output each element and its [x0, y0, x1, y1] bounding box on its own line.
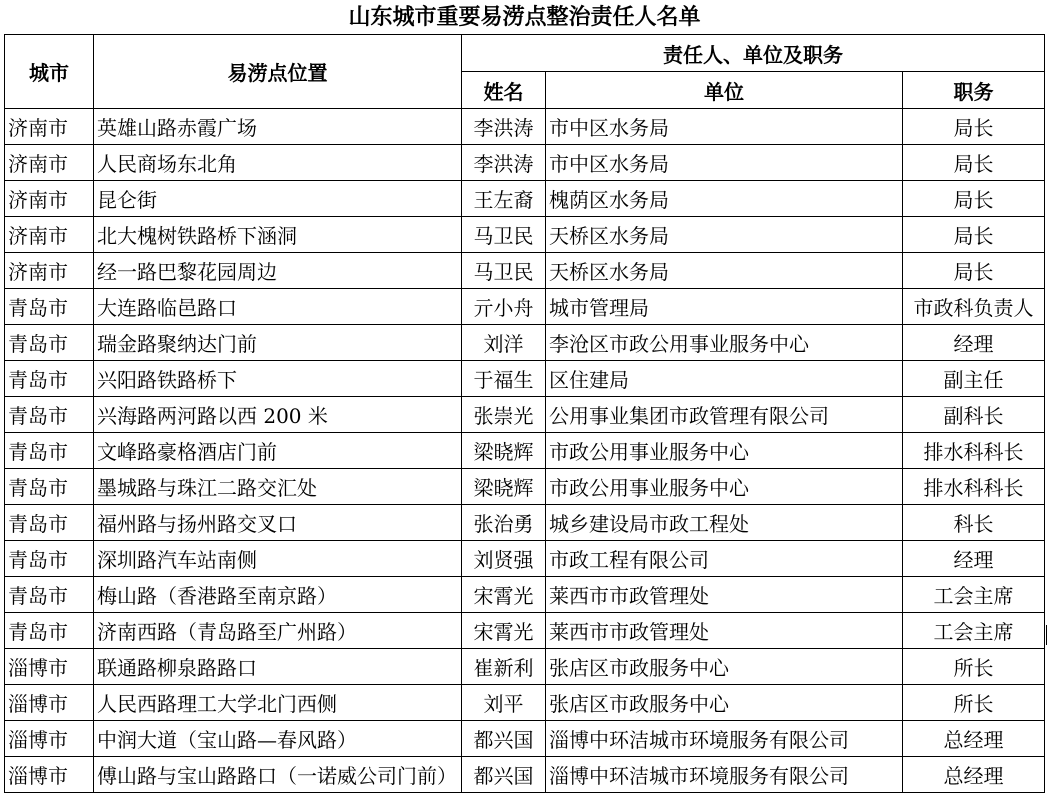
table-row [5, 181, 1045, 217]
cell-name: 亓小舟 [462, 289, 546, 325]
cell-position: 局长 [903, 217, 1045, 253]
table-row [5, 469, 1045, 505]
cell-location: 大连路临邑路口 [94, 289, 462, 325]
cell-location: 经一路巴黎花园周边 [94, 253, 462, 289]
table-row [5, 613, 1045, 649]
cell-name: 宋霄光 [462, 613, 546, 649]
cell-position: 副科长 [903, 397, 1045, 433]
table-row [5, 109, 1045, 145]
cell-name: 都兴国 [462, 721, 546, 757]
header-location: 易涝点位置 [94, 35, 462, 109]
cell-name: 李洪涛 [462, 109, 546, 145]
cell-unit: 城市管理局 [546, 289, 903, 325]
cell-location: 傅山路与宝山路路口（一诺威公司门前） [94, 757, 462, 793]
header-position: 职务 [903, 72, 1045, 109]
cell-location: 兴海路两河路以西 200 米 [94, 397, 462, 433]
cell-city: 青岛市 [5, 289, 94, 325]
cell-city: 济南市 [5, 181, 94, 217]
cell-position: 局长 [903, 109, 1045, 145]
table-row [5, 649, 1045, 685]
cell-location: 福州路与扬州路交叉口 [94, 505, 462, 541]
cell-name: 宋霄光 [462, 577, 546, 613]
header-name: 姓名 [462, 72, 546, 109]
cell-unit: 天桥区水务局 [546, 253, 903, 289]
cell-unit: 城乡建设局市政工程处 [546, 505, 903, 541]
cell-unit: 市中区水务局 [546, 109, 903, 145]
cell-location: 兴阳路铁路桥下 [94, 361, 462, 397]
cell-unit: 区住建局 [546, 361, 903, 397]
cell-name: 张治勇 [462, 505, 546, 541]
table-row [5, 685, 1045, 721]
cell-location: 梅山路（香港路至南京路） [94, 577, 462, 613]
table-row [5, 397, 1045, 433]
cell-city: 青岛市 [5, 397, 94, 433]
cell-name: 刘贤强 [462, 541, 546, 577]
table-row [5, 541, 1045, 577]
cell-city: 青岛市 [5, 577, 94, 613]
cell-name: 刘平 [462, 685, 546, 721]
cell-position: 工会主席 [903, 613, 1045, 649]
table-row [5, 505, 1045, 541]
table-body [5, 109, 1045, 793]
cell-position: 局长 [903, 145, 1045, 181]
cell-name: 刘洋 [462, 325, 546, 361]
cell-position: 排水科科长 [903, 469, 1045, 505]
cell-location: 人民西路理工大学北门西侧 [94, 685, 462, 721]
cell-position: 排水科科长 [903, 433, 1045, 469]
cell-unit: 市政公用事业服务中心 [546, 433, 903, 469]
header-unit: 单位 [546, 72, 903, 109]
cell-city: 淄博市 [5, 649, 94, 685]
cell-unit: 天桥区水务局 [546, 217, 903, 253]
table-row [5, 361, 1045, 397]
cell-position: 经理 [903, 541, 1045, 577]
cell-location: 联通路柳泉路路口 [94, 649, 462, 685]
cell-city: 济南市 [5, 217, 94, 253]
cell-location: 昆仑街 [94, 181, 462, 217]
cell-city: 济南市 [5, 145, 94, 181]
cell-position: 局长 [903, 253, 1045, 289]
cell-position: 总经理 [903, 721, 1045, 757]
table-row [5, 217, 1045, 253]
cell-city: 淄博市 [5, 685, 94, 721]
cell-city: 青岛市 [5, 469, 94, 505]
header-city: 城市 [5, 35, 94, 109]
cell-city: 青岛市 [5, 361, 94, 397]
table-row [5, 325, 1045, 361]
cell-unit: 淄博中环洁城市环境服务有限公司 [546, 757, 903, 793]
cell-location: 瑞金路聚纳达门前 [94, 325, 462, 361]
cell-name: 王左裔 [462, 181, 546, 217]
cell-name: 马卫民 [462, 217, 546, 253]
cell-unit: 槐荫区水务局 [546, 181, 903, 217]
cell-city: 淄博市 [5, 757, 94, 793]
cell-unit: 莱西市市政管理处 [546, 613, 903, 649]
cell-position: 所长 [903, 685, 1045, 721]
cell-unit: 市中区水务局 [546, 145, 903, 181]
cell-unit: 李沧区市政公用事业服务中心 [546, 325, 903, 361]
cell-unit: 张店区市政服务中心 [546, 685, 903, 721]
cell-name: 崔新利 [462, 649, 546, 685]
cell-name: 李洪涛 [462, 145, 546, 181]
cell-name: 张崇光 [462, 397, 546, 433]
cell-unit: 公用事业集团市政管理有限公司 [546, 397, 903, 433]
cell-city: 青岛市 [5, 505, 94, 541]
cell-location: 济南西路（青岛路至广州路） [94, 613, 462, 649]
cell-unit: 淄博中环洁城市环境服务有限公司 [546, 721, 903, 757]
cell-position: 科长 [903, 505, 1045, 541]
cell-city: 青岛市 [5, 325, 94, 361]
table-row [5, 253, 1045, 289]
cell-name: 于福生 [462, 361, 546, 397]
cell-unit: 张店区市政服务中心 [546, 649, 903, 685]
cell-location: 人民商场东北角 [94, 145, 462, 181]
cell-city: 青岛市 [5, 541, 94, 577]
table-row [5, 433, 1045, 469]
cell-location: 英雄山路赤霞广场 [94, 109, 462, 145]
cell-location: 文峰路豪格酒店门前 [94, 433, 462, 469]
cell-unit: 市政工程有限公司 [546, 541, 903, 577]
cell-location: 墨城路与珠江二路交汇处 [94, 469, 462, 505]
cell-city: 青岛市 [5, 613, 94, 649]
responsibility-table [4, 34, 1045, 793]
cell-location: 中润大道（宝山路—春风路） [94, 721, 462, 757]
cell-position: 副主任 [903, 361, 1045, 397]
cell-unit: 市政公用事业服务中心 [546, 469, 903, 505]
cell-location: 深圳路汽车站南侧 [94, 541, 462, 577]
cell-name: 梁晓辉 [462, 469, 546, 505]
cursor-mark [1046, 625, 1047, 645]
cell-location: 北大槐树铁路桥下涵洞 [94, 217, 462, 253]
table-row [5, 757, 1045, 793]
cell-city: 济南市 [5, 253, 94, 289]
cell-name: 梁晓辉 [462, 433, 546, 469]
cell-name: 都兴国 [462, 757, 546, 793]
page-title: 山东城市重要易涝点整治责任人名单 [348, 4, 701, 30]
table-row [5, 289, 1045, 325]
cell-city: 青岛市 [5, 433, 94, 469]
cell-city: 济南市 [5, 109, 94, 145]
header-responsible-group: 责任人、单位及职务 [462, 35, 1045, 72]
cell-position: 所长 [903, 649, 1045, 685]
table-row [5, 721, 1045, 757]
cell-unit: 莱西市市政管理处 [546, 577, 903, 613]
cell-name: 马卫民 [462, 253, 546, 289]
cell-position: 经理 [903, 325, 1045, 361]
cell-city: 淄博市 [5, 721, 94, 757]
table-row [5, 577, 1045, 613]
cell-position: 市政科负责人 [903, 289, 1045, 325]
cell-position: 工会主席 [903, 577, 1045, 613]
table-row [5, 145, 1045, 181]
cell-position: 总经理 [903, 757, 1045, 793]
cell-position: 局长 [903, 181, 1045, 217]
